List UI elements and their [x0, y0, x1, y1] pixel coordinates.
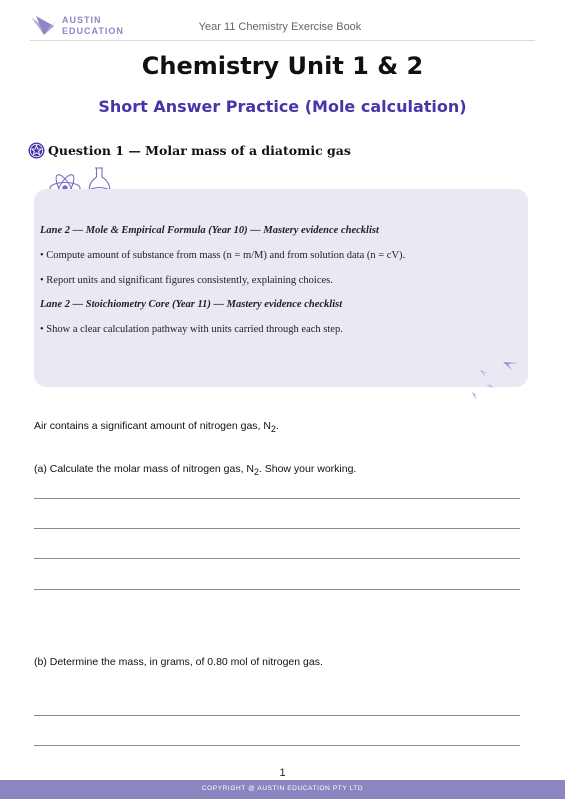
answer-line[interactable] [34, 498, 520, 499]
answer-line[interactable] [34, 558, 520, 559]
checklist-item: • Compute amount of substance from mass (n = m/M) and from solution data (n = cV). [40, 250, 406, 261]
intro-text: Air contains a significant amount of nitrogen gas, N [34, 420, 271, 432]
star-badge-icon [28, 142, 45, 159]
part-a-text: (a) Calculate the molar mass of nitrogen gas, N [34, 463, 255, 475]
answer-line[interactable] [34, 589, 520, 590]
checklist-item: • Report units and significant figures consistently, explaining choices. [40, 275, 333, 286]
intro-end: . [275, 420, 279, 432]
birds-decoration-icon [468, 358, 524, 404]
part-a-subscript: 2 [254, 467, 259, 478]
part-a-prompt [34, 463, 356, 477]
checklist-heading-year10: Lane 2 — Mole & Empirical Formula (Year 10) — Mastery evidence checklist [40, 225, 379, 236]
page-header [0, 0, 565, 44]
header-title: Year 11 Chemistry Exercise Book [198, 21, 362, 33]
logo-line-2: EDUCATION [62, 26, 124, 36]
logo-wordmark [62, 15, 124, 37]
header-divider [30, 40, 535, 41]
page-subtitle: Short Answer Practice (Mole calculation) [98, 97, 467, 116]
copyright-text: COPYRIGHT @ AUSTIN EDUCATION PTY LTD [201, 785, 364, 792]
page-footer [0, 780, 565, 799]
checklist-item: • Show a clear calculation pathway with units carried through each step. [40, 324, 343, 335]
answer-line[interactable] [34, 715, 520, 716]
bird-logo-icon [30, 15, 58, 37]
part-b-prompt: (b) Determine the mass, in grams, of 0.80 mol of nitrogen gas. [34, 656, 323, 668]
page-title: Chemistry Unit 1 & 2 [141, 52, 424, 80]
answer-line[interactable] [34, 528, 520, 529]
checklist-heading-year11: Lane 2 — Stoichiometry Core (Year 11) — Mastery evidence checklist [40, 299, 343, 310]
question-intro [34, 420, 279, 434]
question-label: Question 1 — Molar mass of a diatomic gas [48, 143, 351, 158]
austin-education-logo [30, 14, 140, 38]
answer-line[interactable] [34, 745, 520, 746]
page-number: 1 [279, 767, 286, 779]
intro-subscript: 2 [270, 424, 276, 435]
logo-line-1: AUSTIN [62, 15, 102, 25]
part-a-end: . Show your working. [258, 463, 357, 475]
checklist-panel [34, 189, 528, 387]
